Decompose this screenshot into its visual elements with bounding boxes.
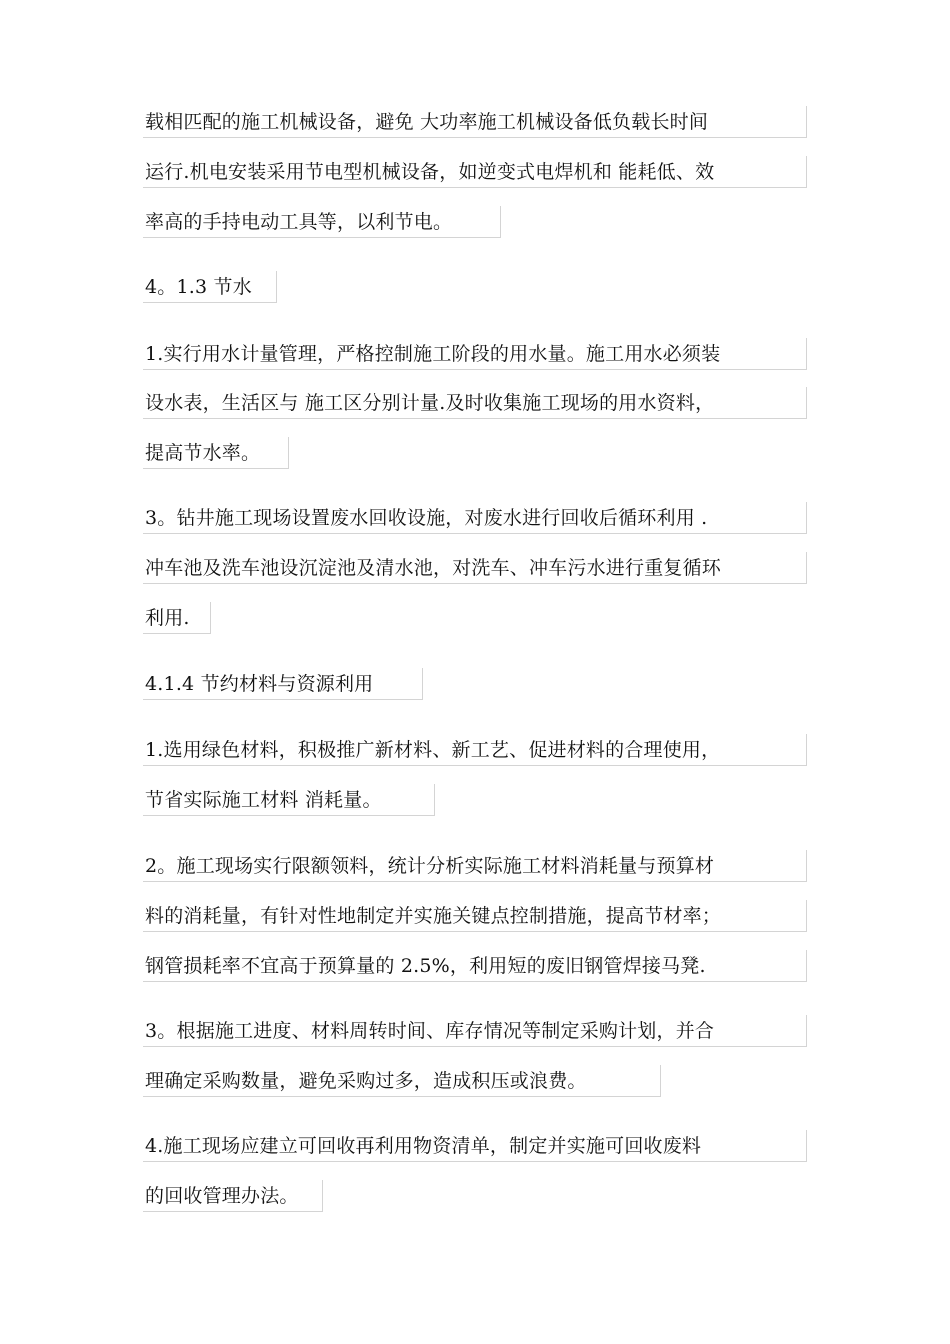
text-line: 节省实际施工材料 消耗量。 — [143, 784, 435, 816]
text-line: 料的消耗量，有针对性地制定并实施关键点控制措施，提高节材率； — [143, 900, 807, 932]
text-line: 冲车池及洗车池设沉淀池及清水池，对洗车、冲车污水进行重复循环 — [143, 552, 807, 584]
text-line: 1.实行用水计量管理，严格控制施工阶段的用水量。施工用水必须装 — [143, 338, 807, 370]
text-line: 率高的手持电动工具等，以利节电。 — [143, 206, 501, 238]
text-line: 利用. — [143, 602, 211, 634]
text-line: 理确定采购数量，避免采购过多，造成积压或浪费。 — [143, 1065, 661, 1097]
text-line: 2。施工现场实行限额领料，统计分析实际施工材料消耗量与预算材 — [143, 850, 807, 882]
text-line: 的回收管理办法。 — [143, 1180, 323, 1212]
text-line: 3。根据施工进度、材料周转时间、库存情况等制定采购计划，并合 — [143, 1015, 807, 1047]
text-line: 钢管损耗率不宜高于预算量的 2.5%，利用短的废旧钢管焊接马凳. — [143, 950, 807, 982]
text-line: 设水表，生活区与 施工区分别计量.及时收集施工现场的用水资料， — [143, 387, 807, 419]
text-line: 1.选用绿色材料，积极推广新材料、新工艺、促进材料的合理使用， — [143, 734, 807, 766]
text-line: 运行.机电安装采用节电型机械设备，如逆变式电焊机和 能耗低、效 — [143, 156, 807, 188]
section-heading: 4。1.3 节水 — [143, 271, 277, 303]
text-line: 3。钻井施工现场设置废水回收设施，对废水进行回收后循环利用 . — [143, 502, 807, 534]
text-line: 4.施工现场应建立可回收再利用物资清单，制定并实施可回收废料 — [143, 1130, 807, 1162]
text-line: 提高节水率。 — [143, 437, 289, 469]
section-heading: 4.1.4 节约材料与资源利用 — [143, 668, 423, 700]
text-line: 载相匹配的施工机械设备，避免 大功率施工机械设备低负载长时间 — [143, 106, 807, 138]
